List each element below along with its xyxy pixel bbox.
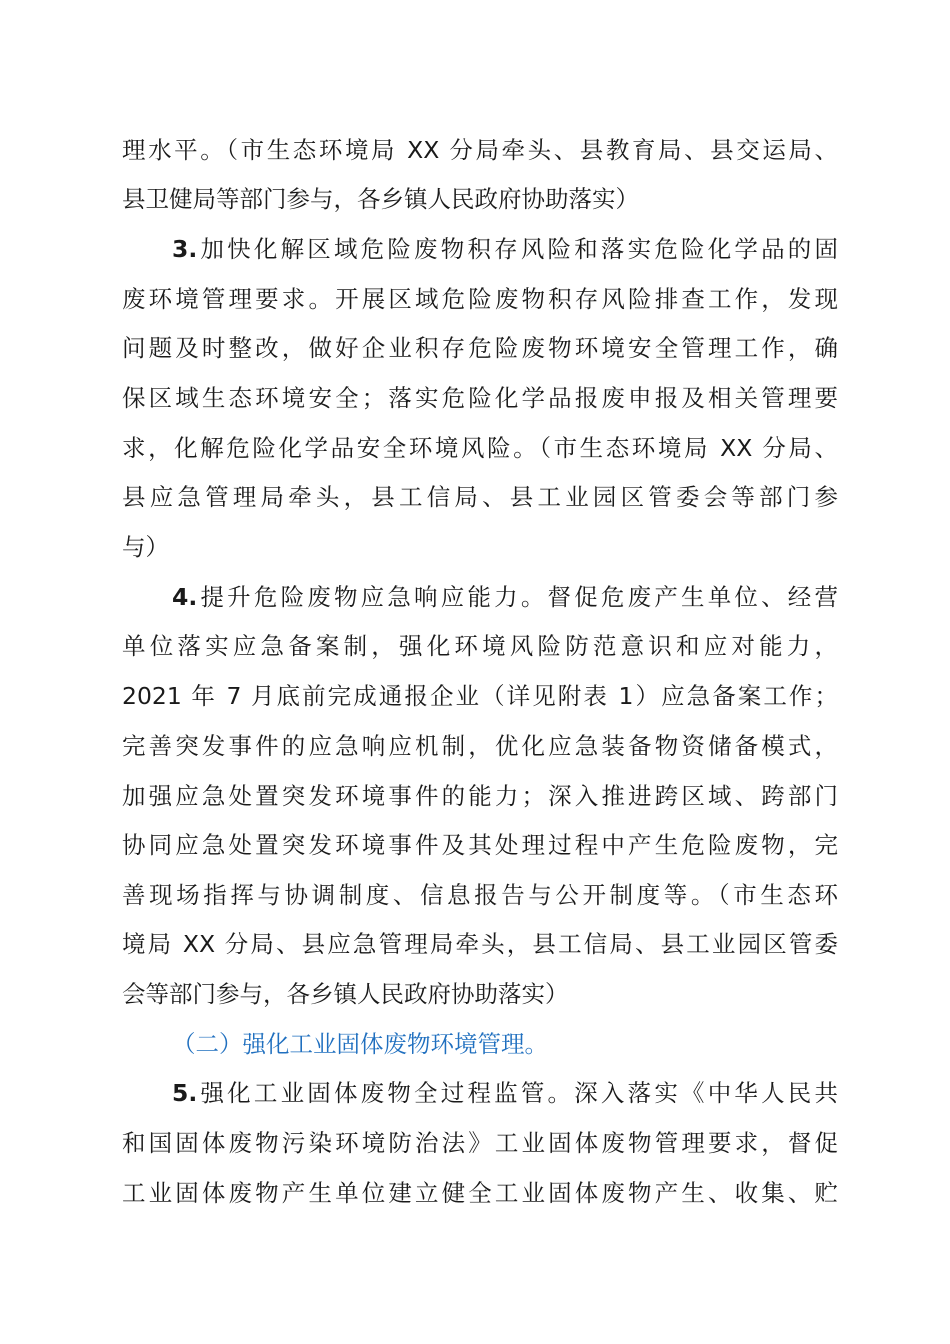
paragraph-line: 单位落实应急备案制，强化环境风险防范意识和应对能力， — [122, 632, 838, 660]
paragraph-line: 2021 年 7 月底前完成通报企业（详见附表 1）应急备案工作； — [122, 682, 838, 710]
paragraph-line: 加强应急处置突发环境事件的能力；深入推进跨区域、跨部门 — [122, 782, 838, 810]
section-heading: （二）强化工业固体废物环境管理。 — [172, 1030, 548, 1058]
paragraph-line: 县卫健局等部门参与，各乡镇人民政府协助落实） — [122, 185, 639, 213]
paragraph-line: 保区域生态环境安全；落实危险化学品报废申报及相关管理要 — [122, 384, 838, 412]
item-text: 强化工业固体废物全过程监管。深入落实《中华人民共 — [197, 1079, 838, 1107]
item-4-first-line — [172, 577, 838, 617]
item-number: 5. — [172, 1079, 198, 1107]
paragraph-line: 与） — [122, 533, 169, 561]
paragraph-line: 问题及时整改，做好企业积存危险废物环境安全管理工作，确 — [122, 334, 838, 362]
item-text: 提升危险废物应急响应能力。督促危废产生单位、经营 — [197, 583, 838, 611]
paragraph-line: 县应急管理局牵头，县工信局、县工业园区管委会等部门参 — [122, 483, 838, 511]
item-3-first-line — [172, 229, 838, 269]
paragraph-line: 废环境管理要求。开展区域危险废物积存风险排查工作，发现 — [122, 285, 838, 313]
item-text: 加快化解区域危险废物积存风险和落实危险化学品的固 — [197, 235, 838, 263]
paragraph-line: 会等部门参与，各乡镇人民政府协助落实） — [122, 980, 569, 1008]
paragraph-line: 完善突发事件的应急响应机制，优化应急装备物资储备模式， — [122, 732, 838, 760]
paragraph-line: 工业固体废物产生单位建立健全工业固体废物产生、收集、贮 — [122, 1179, 838, 1207]
item-5-first-line — [172, 1073, 838, 1113]
paragraph-line: 协同应急处置突发环境事件及其处理过程中产生危险废物，完 — [122, 831, 838, 859]
paragraph-line: 境局 XX 分局、县应急管理局牵头，县工信局、县工业园区管委 — [122, 930, 838, 958]
paragraph-line: 和国固体废物污染环境防治法》工业固体废物管理要求，督促 — [122, 1129, 838, 1157]
paragraph-line: 善现场指挥与协调制度、信息报告与公开制度等。（市生态环 — [122, 881, 838, 909]
item-number: 3. — [172, 235, 198, 263]
paragraph-line: 理水平。（市生态环境局 XX 分局牵头、县教育局、县交运局、 — [122, 136, 838, 164]
item-number: 4. — [172, 583, 198, 611]
paragraph-line: 求，化解危险化学品安全环境风险。（市生态环境局 XX 分局、 — [122, 434, 838, 462]
